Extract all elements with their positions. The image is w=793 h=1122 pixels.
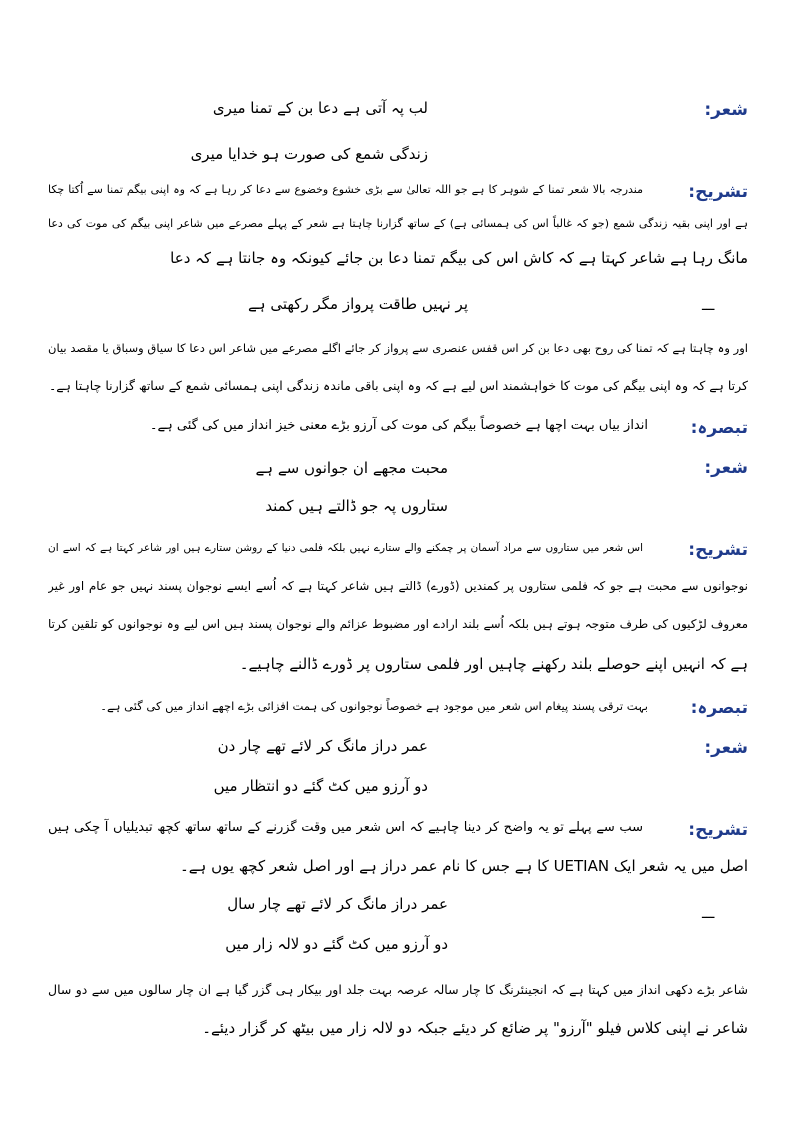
verse-line: دو آرزو میں کٹ گئے دو انتظار میں xyxy=(213,777,428,795)
paragraph-line: مانگ رہا ہے شاعر کہتا ہے کہ کاش اس کی بیگم تمنا دعا بن جائے کیونکہ وہ جانتا ہے کہ دعا xyxy=(170,249,748,267)
paragraph-line: کرتا ہے کہ وہ اپنی بیگم کی موت کا خواہشمند اس لیے ہے کہ وہ اپنی باقی ماندہ زندگی اپنی ہمسائی شمع کے ساتھ گزارنا چاہتا ہے۔ xyxy=(48,378,748,393)
tashreeh-label: تشریح: xyxy=(688,820,748,840)
tashreeh-label: تشریح: xyxy=(688,182,748,202)
quote-dash: ـــ xyxy=(702,298,715,314)
paragraph-line: اس شعر میں ستاروں سے مراد آسمان پر چمکنے والے ستارے نہیں بلکہ فلمی دنیا کے روشن ستارے ہیں اور شاعر کہتا ہے کہ اسے ان xyxy=(48,542,643,554)
verse-line: ستاروں پہ جو ڈالتے ہیں کمند xyxy=(265,497,448,515)
verse-line: لب پہ آتی ہے دعا بن کے تمنا میری xyxy=(212,99,428,117)
tabsira-label: تبصرہ: xyxy=(690,418,748,438)
quote-line: پر نہیں طاقت پرواز مگر رکھتی ہے xyxy=(248,295,468,313)
paragraph-line: سب سے پہلے تو یہ واضح کر دینا چاہیے کہ اس شعر میں وقت گزرنے کے ساتھ ساتھ کچھ تبدیلیاں آ چکی ہیں xyxy=(48,820,643,835)
tabsira-text: انداز بیاں بہت اچھا ہے خصوصاً بیگم کی موت کی آرزو بڑے معنی خیز انداز میں کی گئی ہے۔ xyxy=(149,418,648,433)
verse-line: عمر دراز مانگ کر لائے تھے چار سال xyxy=(227,895,448,913)
paragraph-line: ہے کہ انہیں اپنے حوصلے بلند رکھنے چاہیں اور فلمی ستاروں پر ڈورے ڈالنے چاہیے۔ xyxy=(239,655,748,673)
verse-line: دو آرزو میں کٹ گئے دو لالہ زار میں xyxy=(225,935,448,953)
paragraph-line: نوجوانوں سے محبت ہے جو کہ فلمی ستاروں پر کمندیں (ڈورے) ڈالتے ہیں شاعر کہتا ہے کہ اُسے ایسے نوجوان پسند نہیں جو عام اور غیر xyxy=(48,579,748,593)
paragraph-line: ہے اور اپنی بقیہ زندگی شمع (جو کہ غالباً اس کی ہمسائی ہے) کے ساتھ گزارنا چاہتا ہے شعر کے پہلے مصرعے میں شاعر اپنی بیگم کی موت کی دعا xyxy=(48,217,748,230)
tabsira-text: بہت ترقی پسند پیغام اس شعر میں موجود ہے خصوصاً نوجوانوں کی ہمت افزائی بڑے اچھے انداز میں کی گئی ہے۔ xyxy=(100,699,648,713)
paragraph-line: اور وہ چاہتا ہے کہ تمنا کی روح بھی دعا بن کر اس قفس عنصری سے پرواز کر جائے اگلے مصرعے میں شاعر اس دعا کا سیاق وسباق یا مقصد بیان xyxy=(48,341,748,355)
tabsira-label: تبصرہ: xyxy=(690,698,748,718)
paragraph-line: اصل میں یہ شعر ایک UETIAN کا ہے جس کا نام عمر دراز ہے اور اصل شعر کچھ یوں ہے۔ xyxy=(179,857,748,875)
paragraph-line: مندرجہ بالا شعر تمنا کے شوہر کا ہے جو اللہ تعالیٰ سے بڑی خشوع وخضوع سے دعا کر رہا ہے کہ وہ اپنی بیگم تمنا سے اُکتا چکا xyxy=(48,183,643,196)
paragraph-line: معروف لڑکیوں کی طرف متوجہ ہوتے ہیں بلکہ اُسے بلند ارادے اور مضبوط عزائم والے نوجوان پسند ہیں اس لیے وہ نوجوانوں کو تلقین کرتا xyxy=(48,617,748,631)
paragraph-line: شاعر بڑے دکھی انداز میں کہتا ہے کہ انجینئرنگ کا چار سالہ عرصہ بہت جلد اور بیکار ہی گزر گیا ہے ان چار سالوں میں سے دو سال xyxy=(48,982,748,997)
verse-line: عمر دراز مانگ کر لائے تھے چار دن xyxy=(217,737,428,755)
tashreeh-label: تشریح: xyxy=(688,540,748,560)
sher-label: شعر: xyxy=(704,458,748,478)
verse-line: زندگی شمع کی صورت ہو خدایا میری xyxy=(190,145,428,163)
sher-label: شعر: xyxy=(704,100,748,120)
verse-dash: ـــ xyxy=(702,906,715,922)
verse-line: محبت مجھے ان جوانوں سے ہے xyxy=(255,459,448,477)
sher-label: شعر: xyxy=(704,738,748,758)
paragraph-line: شاعر نے اپنی کلاس فیلو "آرزو" پر ضائع کر دیئے جبکہ دو لالہ زار میں بیٹھ کر گزار دیئے۔ xyxy=(202,1019,748,1037)
